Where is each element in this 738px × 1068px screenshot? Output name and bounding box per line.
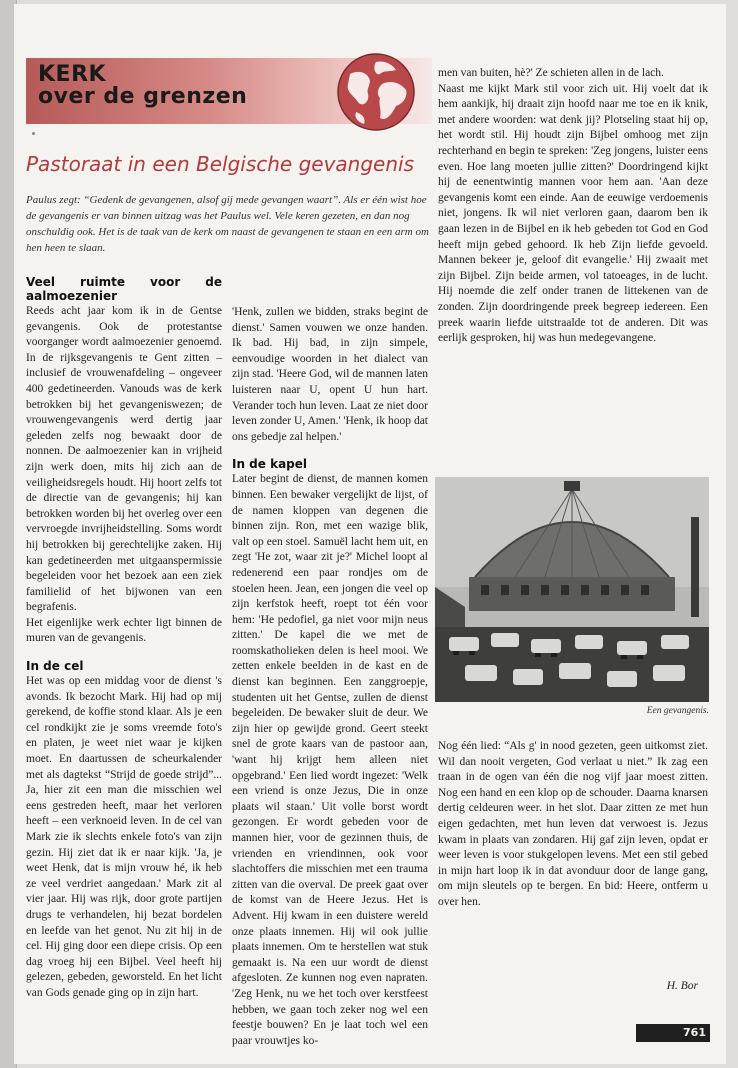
column-2 xyxy=(232,305,428,1049)
paragraph: 'Henk, zullen we bidden, straks begint de dienst.' Samen vouwen we onze handen. Ik bad. Hij bad, in zijn simpele, eenvoudige woorden in het dialect van zijn stad. 'Heere God, wil de mannen laten luisteren naar U, opent U hun hart. Verander toch hun leven. Laat ze niet door leven zonder U, Amen.' 'Henk, ik hoop dat ons gebedje zal helpen.' xyxy=(232,306,428,443)
section-title-line1: KERK xyxy=(38,62,107,87)
column-1 xyxy=(26,275,222,1002)
column-3-bottom xyxy=(438,739,708,911)
magazine-page xyxy=(14,4,726,1064)
paragraph: Reeds acht jaar kom ik in de Gentse gevangenis. Ook de protestantse voorganger wordt aalmoezenier genoemd. In de rijksgevangenis te Gent zitten – inclusief de vrouwenafdeling – ongeveer 400 gedetineerden. Vanouds was de kerk betrokken bij het gevangeniswezen; de vrouwengevangenis werd dertig jaar geleden zelfs nog bewaakt door de nonnen. De aalmoezenier kan in vrijheid zijn werk doen, mits hij zich aan de veiligheidsregels houdt. Hij hoort zelfs tot de directie van de gevangenis; hij kan betrokken worden bij het overleg over een vervroegde invrijheidstelling. Soms wordt hij betrokken bij gerechtelijke zaken. Hij kan gedetineerden met uitgaanspermissie begeleiden voor het bezoek aan een ziek familielid of het bijwonen van een begrafenis. xyxy=(26,305,222,614)
column-3-top xyxy=(438,66,708,347)
paragraph: Het was op een middag voor de dienst 's avonds. Ik bezocht Mark. Hij had op mij gerekend, de koffie stond klaar. Als je een cel rondkijkt zie je soms vreemde foto's en platen, je weet niet waar je kijken moet. En daartussen de scheurkalender met als dagtekst “Strijd de goede strijd”... Ja, hier zit een man die misschien wel eens gestreden heeft, maar het verloren heeft – een verknoeid leven. In de cel van Mark zie ik slechts enkele foto's van zijn gezin. Hij ziet dat ik er naar kijk. 'Ja, je weet Henk, dat is mijn vrouw hé, ik heb ze veel verdriet aangedaan.' Mark zit al vier jaar. Hij was rijk, door grote partijen drugs te verhandelen, hij bezat bordelen en leefde van het genot. Nu zit hij in de cel. Hij ging door een diepe crisis. Op een dag vroeg hij een Bijbel. Veel heeft hij gelezen, gebeden, geworsteld. En het licht van Gods genade ging op in zijn hart. xyxy=(26,675,222,999)
page-number: 761 xyxy=(683,1026,706,1039)
section-title-line2: over de grenzen xyxy=(38,84,248,109)
heading-kapel: In de kapel xyxy=(232,457,308,472)
paragraph: men van buiten, hè?' Ze schieten allen in de lach. xyxy=(438,67,664,79)
globe-icon xyxy=(336,52,416,132)
prison-photo xyxy=(435,477,709,702)
heading-cel: In de cel xyxy=(26,659,84,674)
article-title: Pastoraat in een Belgische gevangenis xyxy=(26,152,414,176)
author-signature: H. Bor xyxy=(666,980,698,992)
paragraph: Later begint de dienst, de mannen komen binnen. Een bewaker vergelijkt de lijst, of de namen kloppen van degenen die binnen zijn. Ron, met een wazige blik, valt op een stoel. Samuël lacht hem uit, en zegt 'He zot, waar zit je?' Michel loopt al redenerend een paar rondjes om de stoelen heen. Jean, een jongen die veel op zijn kerfstok heeft, roept tot één voor hem: 'He pedofiel, ga niet voor mijn neus zitten.' De kapel die we met de roomskatholieken delen is heel mooi. We zetten enkele beelden in de kast en de dienst kan beginnen. Een zanggroepje, studenten uit het Gentse, zullen de dienst begeleiden. De bewaker sluit de deur. We zijn hier op gewijde grond. Geert steekt snel de grote kaars van de pastoor aan, 'want hij krijgt hem alleen niet opgebrand.' Een lied wordt ingezet: 'Welk een vriend is onze Jezus, Die in onze plaats wil staan.' Uit volle borst wordt gezongen. Er wordt gebeden voor de mannen hier, voor de gezinnen thuis, de vrienden en vriendinnen, ook voor slachtoffers die misschien met een trauma zitten van die overval. De preek gaat over de komst van de Heere Jezus. Het is Advent. Hij kwam in een duistere wereld onze plaats innemen. Hij wil ook jullie plaats innemen. Om te herstellen wat stuk gemaakt is. Na een uur wordt de dienst afgesloten. Ze kunnen nog even napraten. 'Zeg Henk, nu we het toch over kerstfeest hebben, we gaan toch zeker nog wel een feestje bouwen? En je laat toch wel een paar vrouwtjes ko- xyxy=(232,473,428,1047)
paragraph: Naast me kijkt Mark stil voor zich uit. Hij voelt dat ik hem aankijk, hij draait zijn hoofd naar me toe en ik knik, met andere woorden: wat denk jij? Plotseling staat hij op, het wordt stil. Hij houdt zijn Bijbel omhoog met zijn rechterhand en begin te spreken: 'Zeg jongens, luister eens even. Hoe lang moeten jullie zitten?' Doordringend kijkt hij de eenentwintig mannen voor hem aan. 'Aan deze gevangenis komt een einde. Aan de eeuwige verdoemenis niet, jongens. Ik wil niet verloren gaan, daarom ben ik gaan lezen in de Bijbel en ik heb gebeden tot God en God heeft mijn gebed gehoord. Ik heb Zijn liefde gevoeld. Mannen bekeer je, geloof dit evangelie.' Hij zwaait met zijn Bijbel. Zijn beide armen, vol tatoeages, in de lucht. Hij noemde die zelf onder tranen de littekenen van de zonden. Zijn doordringende preek begreep iedereen. Een preek waarin liefde uitstraalde tot de anderen. Dit was eerlijk gesproken, hij was hun medegevangene. xyxy=(438,82,708,345)
heading-ruimte: Veel ruimte voor de aalmoezenier xyxy=(26,275,222,303)
article-intro: Paulus zegt: “Gedenk de gevangenen, alsof gij mede gevangen waart”. Als er één wist hoe de gevangenis er van binnen uitzag was het Paulus wel. Vele keren gezeten, en dan nog onschuldig ook. Het is de taak van de kerk om naast de gevangenen te staan en een arm om hen heen te slaan. xyxy=(26,194,429,254)
photo-caption: Een gevangenis. xyxy=(646,706,709,716)
section-title xyxy=(38,64,247,108)
paragraph: Het eigenlijke werk echter ligt binnen de muren van de gevangenis. xyxy=(26,616,222,645)
paragraph: Nog één lied: “Als g' in nood gezeten, geen uitkomst ziet. Wil dan nooit vergeten, God verlaat u niet.” Ik zag een traan in de ogen van één die nog vijf jaar moest zitten. Nog een hand en een klop op de schouder. Daarna knarsen dertig celdeuren weer. in het slot. Daar zitten ze met hun eigen gedachten, met hun leven dat verwoest is. Jezus kwam in plaats van zondaren. Hij gaf zijn leven, opdat er weer leven is voor stukgelopen levens. Met een stil gebed in mijn hart loop ik in dat avonduur door de lange gang, om mijn sleutels op te bergen. En bid: Heere, ontferm u over hen. xyxy=(438,740,708,908)
separator-dot xyxy=(32,132,35,135)
